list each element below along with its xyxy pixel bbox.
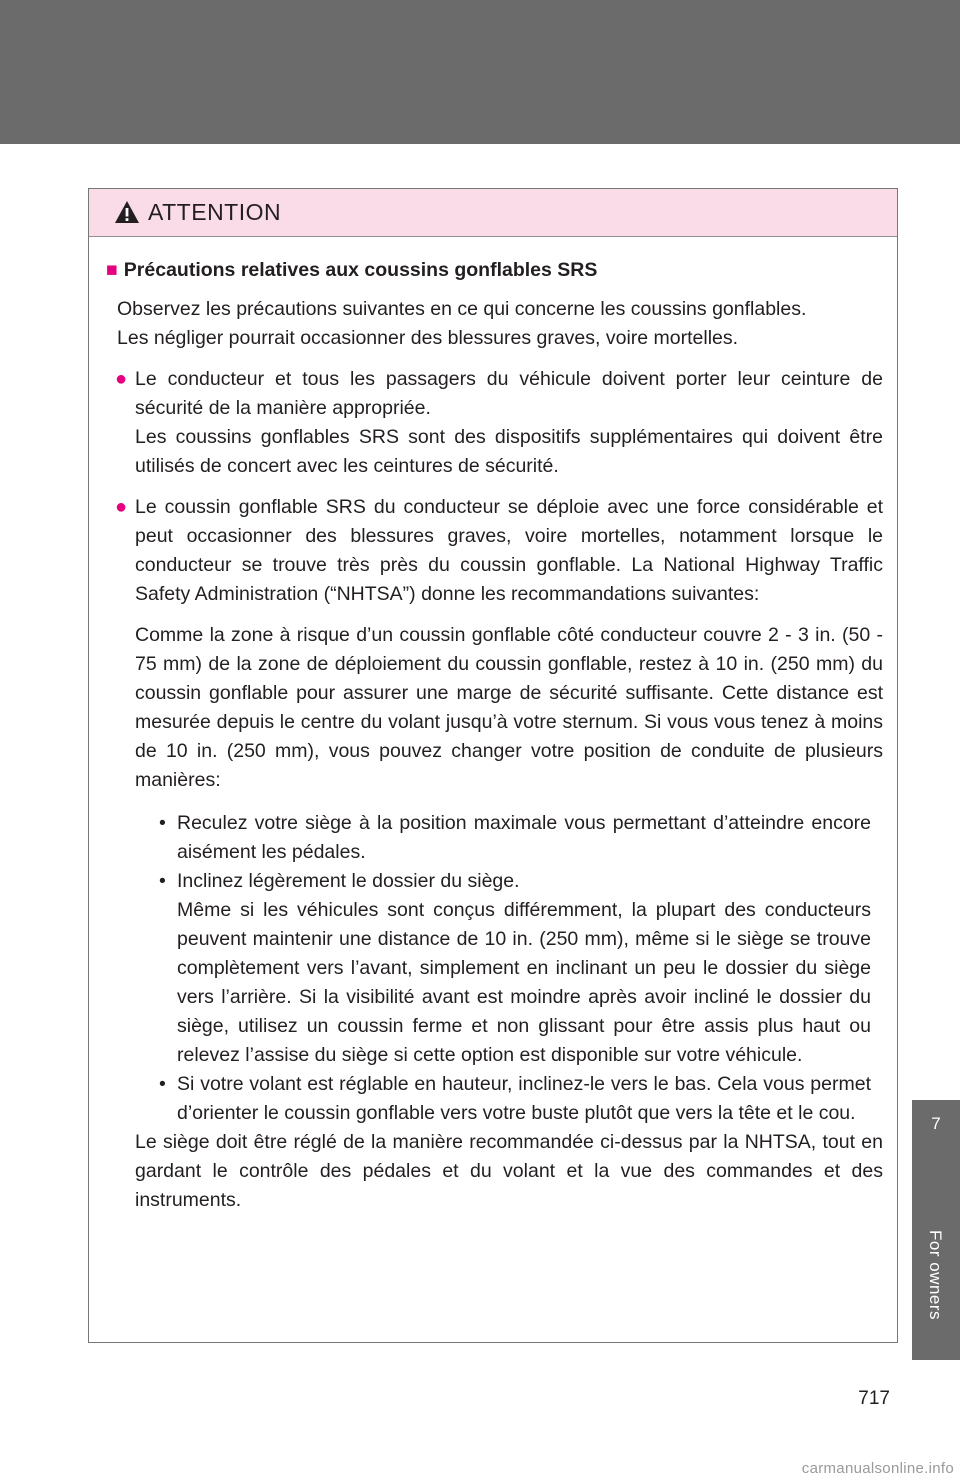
bullet-text: Le coussin gonflable SRS du conducteur se déploie avec une force considérable et peut occasionner des blessures graves, voire mortelles, notamment lorsque le conducteur se trouve très près du coussin gonflable. La National Highway Traffic Safety Administration (“NHTSA”) donne les recommandations suivantes:	[135, 496, 883, 605]
chapter-label-container	[912, 1230, 960, 1360]
top-band	[0, 0, 960, 144]
sub-bullet-list	[135, 809, 883, 1128]
bullet-text-2: Les coussins gonflables SRS sont des dispositifs supplémentaires qui doivent être utilisés de concert avec les ceintures de sécurité.	[135, 426, 883, 477]
sub-bullet-marker: •	[159, 870, 166, 892]
sub-bullet-marker: •	[159, 812, 166, 834]
bullet-item	[117, 365, 883, 481]
sub-bullet-item	[153, 867, 883, 1070]
watermark: carmanualsonline.info	[801, 1460, 954, 1477]
bullet-item	[117, 493, 883, 1215]
sub-bullet-text: Reculez votre siège à la position maximale vous permettant d’atteindre encore aisément les pédales.	[177, 812, 871, 863]
bullet-marker: ●	[115, 368, 128, 390]
sub-bullet-text: Si votre volant est réglable en hauteur, inclinez-le vers le bas. Cela vous permet d’orienter le coussin gonflable vers votre buste plutôt que vers la tête et le cou.	[177, 1073, 871, 1124]
section-title: Précautions relatives aux coussins gonflables SRS	[123, 259, 598, 281]
sub-bullet-marker: •	[159, 1073, 166, 1095]
section-marker: ■	[106, 259, 118, 281]
bullet-text: Le conducteur et tous les passagers du véhicule doivent porter leur ceinture de sécurité de la manière appropriée.	[135, 368, 883, 419]
sub-bullet-extra: Même si les véhicules sont conçus différemment, la plupart des conducteurs peuvent maintenir une distance de 10 in. (250 mm), même si le siège se trouve complètement vers l’avant, simplement en inclinant un peu le dossier du siège vers l’arrière. Si la visibilité avant est moindre après avoir incliné le dossier du siège, utilisez un coussin ferme et non glissant pour être assis plus haut ou relevez l’assise du siège si cette option est disponible sur votre véhicule.	[177, 899, 871, 1066]
attention-content	[89, 256, 897, 1215]
sub-bullet-item	[153, 809, 883, 867]
bullet-text-2: Comme la zone à risque d’un coussin gonflable côté conducteur couvre 2 - 3 in. (50 - 75 mm) de la zone de déploiement du coussin gonflable, restez à 10 in. (250 mm) du coussin gonflable pour assurer une marge de sécurité suffisante. Cette distance est mesurée depuis le centre du volant jusqu’à votre sternum. Si vous vous tenez à moins de 10 in. (250 mm), vous pouvez changer votre position de conduite de plusieurs manières:	[135, 624, 883, 791]
page-number: 717	[858, 1388, 890, 1409]
chapter-number: 7	[931, 1114, 941, 1133]
bullet-marker: ●	[115, 496, 128, 518]
chapter-label: For owners	[926, 1230, 945, 1321]
intro-paragraph-2: Les négliger pourrait occasionner des blessures graves, voire mortelles.	[117, 327, 739, 349]
attention-header	[89, 189, 897, 237]
attention-box	[88, 188, 898, 1343]
sub-bullet-text: Inclinez légèrement le dossier du siège.	[177, 870, 520, 892]
sub-bullet-item	[153, 1070, 883, 1128]
intro-paragraph: Observez les précautions suivantes en ce qui concerne les coussins gonflables.	[117, 298, 807, 320]
section-heading	[106, 256, 883, 285]
warning-triangle-icon	[114, 200, 140, 224]
closing-paragraph: Le siège doit être réglé de la manière recommandée ci-dessus par la NHTSA, tout en gardant le contrôle des pédales et du volant et la vue des commandes et des instruments.	[135, 1131, 883, 1211]
attention-title: ATTENTION	[148, 199, 282, 225]
